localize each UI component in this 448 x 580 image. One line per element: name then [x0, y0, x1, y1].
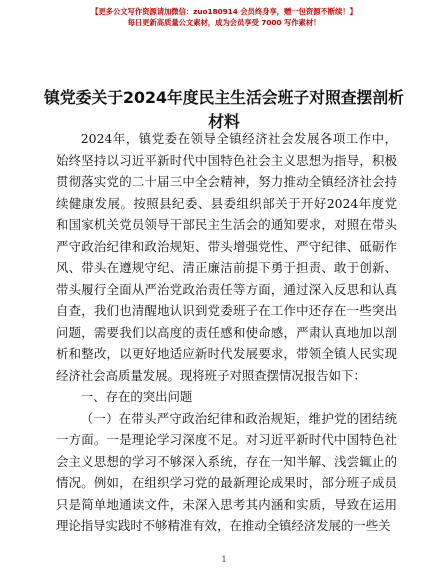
page-number: 1: [221, 555, 227, 564]
sub-paragraph: （一）在带头严守政治纪律和政治规矩，维护党的团结统一方面。一是理论学习深度不足。对习近平新时代中国特色社会主义思想的学习不够深入系统，存在一知半解、浅尝辄止的情况。例如，在组织学习党的最新理论成果时，部分班子成员只是简单地通读文件，未深入思考其内涵和实质，导致在运用理论指导实践时不够精准有效，在推动全镇经济发展的一些关: [56, 410, 397, 533]
promo-banner-line-1: 【更多公文写作资源请加微信：zuo180914 会员终身享，赠一包资源不断续！】: [91, 7, 357, 16]
document-body: [56, 128, 397, 537]
document-title: 镇党委关于2024年度民主生活会班子对照查摆剖析材料: [44, 88, 404, 131]
promo-banner: [0, 6, 448, 28]
section-heading: 一、存在的突出问题: [80, 389, 193, 404]
intro-paragraph: 2024年，镇党委在领导全镇经济社会发展各项工作中，始终坚持以习近平新时代中国特色社会主义思想为指导，积极贯彻落实党的二十届三中全会精神，努力推动全镇经济社会持续健康发展。按照县纪委、县委组织部关于开好2024年度党和国家机关党员领导干部民主生活会的通知要求，对照在带头严守政治纪律和政治规矩、带头增强党性、严守纪律、砥砺作风、带头在遵规守纪、清正廉洁前提下勇于担责、敢于创新、带头履行全面从严治党政治责任等方面，通过深入反思和认真自查，我们也清醒地认识到党委班子在工作中还存在一些突出问题，需要我们以高度的责任感和使命感，严肃认真地加以剖析和整改，以更好地适应新时代发展要求，带领全镇人民实现经济社会高质量发展。现将班子对照查摆情况报告如下：: [56, 131, 397, 383]
promo-banner-line-2: 每日更新高质量公文素材，成为会员享受 7000 写作素材！: [127, 18, 321, 27]
